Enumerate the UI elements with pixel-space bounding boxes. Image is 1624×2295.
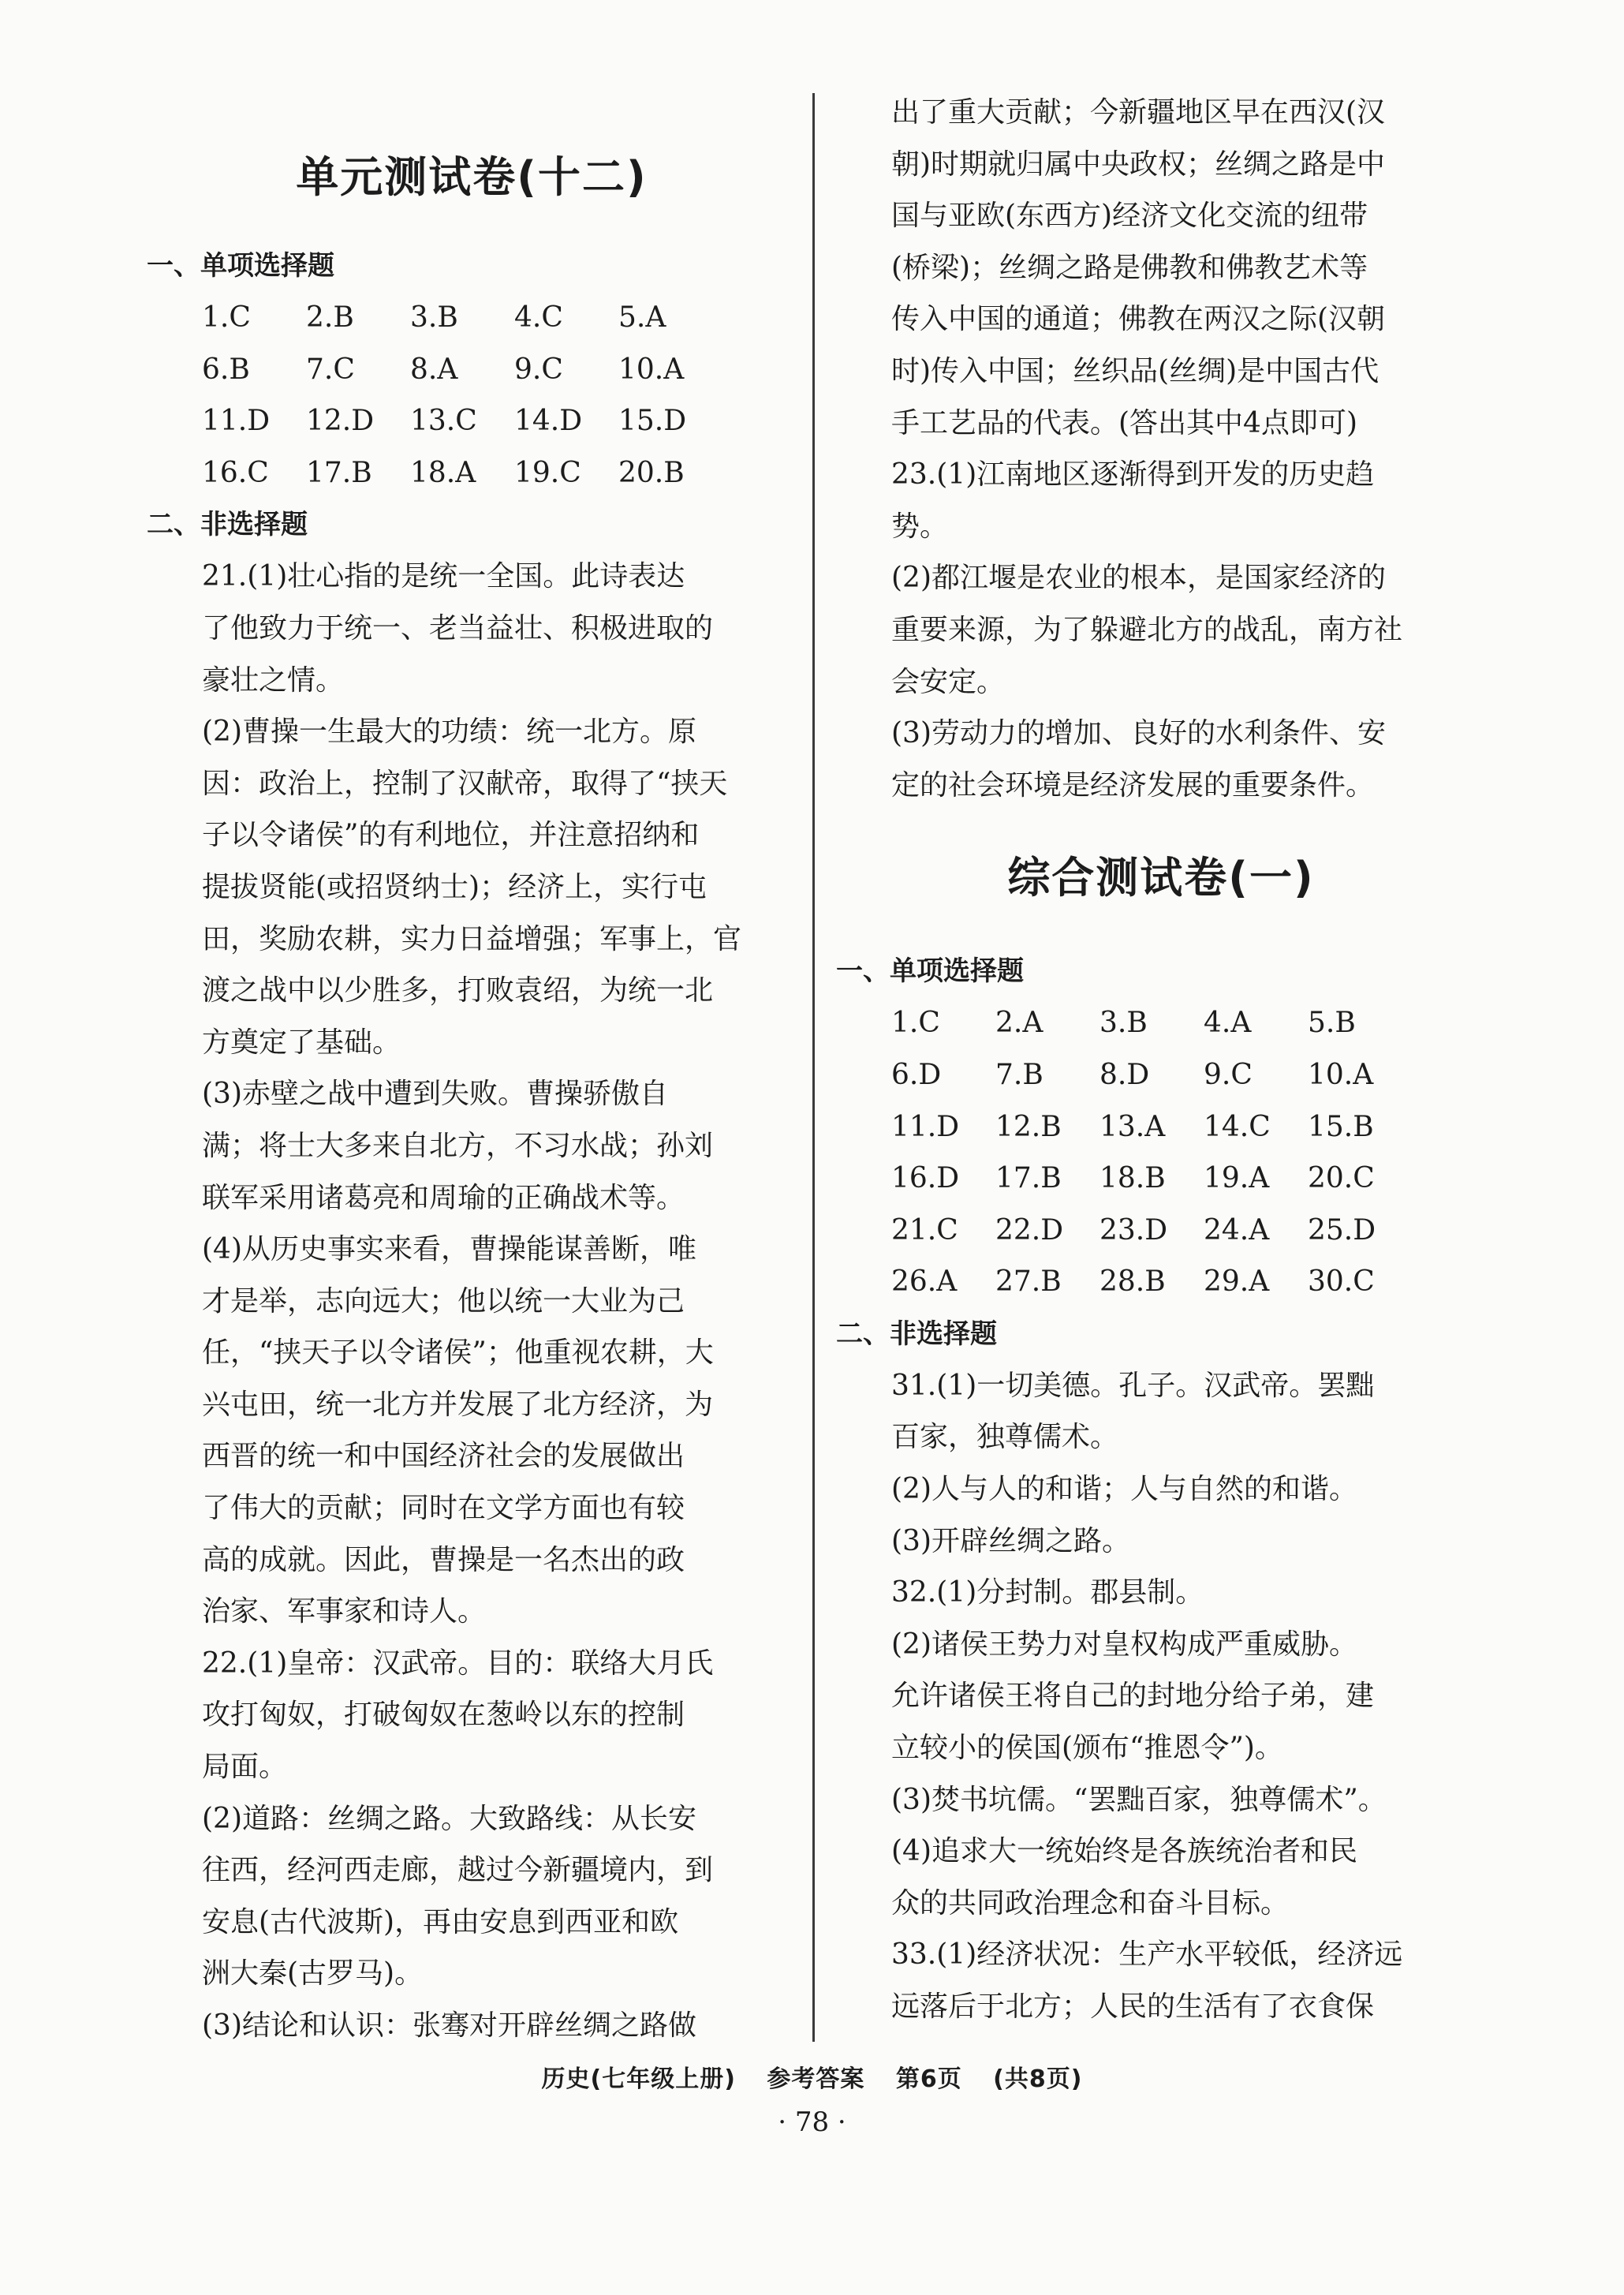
text-line: 32.(1)分封制。郡县制。 [891,1576,1204,1609]
right-column [836,87,1477,2033]
text-line: 安息(古代波斯)，再由安息到西亚和欧 [202,1905,679,1938]
answer-item: 18.B [1099,1162,1166,1195]
section-heading: 一、单项选择题 [147,250,334,282]
text-line: 手工艺品的代表。(答出其中4点即可) [891,406,1357,439]
footer-page: 第6页 [895,2065,962,2093]
text-line: 田，奖励农耕，实力日益增强；军事上，官 [202,922,742,955]
answer-grid [846,997,1477,1308]
section-heading: 一、单项选择题 [836,955,1024,988]
text-line: (桥梁)；丝绸之路是佛教和佛教艺术等 [891,251,1368,284]
answer-item: 1.C [202,301,251,334]
text-line: (3)开辟丝绸之路。 [891,1524,1130,1557]
text-line: 定的社会环境是经济发展的重要条件。 [891,768,1375,802]
text-line: 渡之战中以少胜多，打败袁绍，为统一北 [202,974,714,1007]
answer-item: 29.A [1204,1265,1270,1299]
answer-item: 15.B [1308,1110,1374,1143]
text-line: 局面。 [202,1751,288,1784]
answer-text [846,1360,1477,2033]
text-line: 远落后于北方；人民的生活有了衣食保 [891,1990,1375,2023]
answer-item: 24.A [1204,1213,1270,1247]
text-line: (2)人与人的和谐；人与自然的和谐。 [891,1473,1357,1506]
answer-item: 13.A [1099,1110,1166,1143]
text-line: (2)道路：丝绸之路。大致路线：从长安 [202,1802,696,1835]
answer-item: 16.C [202,456,269,489]
text-line: 23.(1)江南地区逐渐得到开发的历史趋 [891,458,1375,492]
answer-row [156,395,787,447]
text-line: (3)结论和认识：张骞对开辟丝绸之路做 [202,2009,696,2042]
text-line: 往西，经河西走廊，越过今新疆境内，到 [202,1854,714,1887]
section-heading: 二、非选择题 [836,1318,997,1350]
text-line: (4)从历史事实来看，曹操能谋善断，唯 [202,1233,696,1266]
answer-item: 8.D [1099,1058,1150,1091]
section-heading: 二、非选择题 [147,509,308,541]
answer-item: 4.A [1204,1007,1252,1040]
text-line: 会安定。 [891,665,1006,698]
answer-item: 23.D [1099,1213,1168,1247]
answer-item: 27.B [995,1265,1062,1299]
answer-item: 20.C [1308,1162,1375,1195]
answer-row [846,1256,1477,1308]
text-line: 西晋的统一和中国经济社会的发展做出 [202,1440,685,1473]
answer-item: 21.C [891,1213,958,1247]
answer-row [846,1101,1477,1153]
answer-item: 9.C [514,353,563,386]
answer-item: 7.C [306,353,355,386]
answer-item: 22.D [995,1213,1064,1247]
text-line: 22.(1)皇帝：汉武帝。目的：联络大月氏 [202,1646,714,1680]
answer-item: 11.D [202,405,271,438]
answer-item: 12.D [306,405,375,438]
page-footer [0,2059,1624,2094]
answer-item: 15.D [618,405,687,438]
text-line: 提拔贤能(或招贤纳士)；经济上，实行屯 [202,870,707,903]
answer-item: 10.A [618,353,685,386]
answer-item: 14.D [514,405,583,438]
text-line: 立较小的侯国(颁布“推恩令”)。 [891,1732,1283,1765]
answer-item: 19.C [514,456,581,489]
answer-row [156,292,787,344]
answer-grid [156,292,787,499]
text-line: 才是举，志向远大；他以统一大业为己 [202,1284,685,1318]
answer-item: 17.B [995,1162,1062,1195]
section-title: 综合测试卷(一) [1007,853,1315,903]
answer-item: 6.B [202,353,250,386]
text-line: 国与亚欧(东西方)经济文化交流的纽带 [891,200,1368,233]
text-line: (2)都江堰是农业的根本，是国家经济的 [891,562,1386,595]
text-line: 势。 [891,510,949,543]
answer-item: 2.B [306,301,354,334]
answer-row [156,344,787,396]
text-line: 21.(1)壮心指的是统一全国。此诗表达 [202,560,685,593]
text-line: 方奠定了基础。 [202,1026,401,1059]
answer-item: 25.D [1308,1213,1376,1247]
answer-row [846,1153,1477,1205]
footer-subject: 历史(七年级上册) [541,2065,736,2093]
answer-item: 12.B [995,1110,1062,1143]
answer-item: 28.B [1099,1265,1166,1299]
text-line: 时)传入中国；丝织品(丝绸)是中国古代 [891,354,1379,387]
text-line: (3)劳动力的增加、良好的水利条件、安 [891,717,1386,750]
answer-item: 11.D [891,1110,960,1143]
text-line: (4)追求大一统始终是各族统治者和民 [891,1835,1357,1868]
column-divider [812,93,815,2042]
text-line: 高的成就。因此，曹操是一名杰出的政 [202,1543,685,1576]
answer-item: 5.A [618,301,666,334]
answer-item: 26.A [891,1265,958,1299]
answer-item: 19.A [1204,1162,1270,1195]
text-line: (2)曹操一生最大的功绩：统一北方。原 [202,716,696,749]
answer-item: 10.A [1308,1058,1374,1091]
text-line: 因：政治上，控制了汉献帝，取得了“挟天 [202,767,728,800]
text-line: 治家、军事家和诗人。 [202,1595,487,1628]
answer-text [846,87,1477,811]
footer-label: 参考答案 [767,2065,865,2093]
text-line: 33.(1)经济状况：生产水平较低，经济远 [891,1938,1403,1972]
text-line: 允许诸侯王将自己的封地分给子弟，建 [891,1680,1375,1713]
answer-item: 8.A [410,353,458,386]
answer-item: 13.C [410,405,477,438]
answer-text [156,551,787,2051]
answer-item: 7.B [995,1058,1043,1091]
text-line: (3)焚书坑儒。“罢黜百家，独尊儒术”。 [891,1783,1387,1816]
text-line: 传入中国的通道；佛教在两汉之际(汉朝 [891,303,1386,336]
text-line: 朝)时期就归属中央政权；丝绸之路是中 [891,148,1386,181]
answer-item: 3.B [1099,1007,1148,1040]
left-column [147,87,787,2052]
answer-row [156,447,787,499]
answer-item: 16.D [891,1162,960,1195]
answer-item: 2.A [995,1007,1043,1040]
answer-item: 4.C [514,301,563,334]
text-line: (2)诸侯王势力对皇权构成严重威胁。 [891,1628,1357,1661]
text-line: 31.(1)一切美德。孔子。汉武帝。罢黜 [891,1369,1375,1402]
answer-item: 5.B [1308,1007,1356,1040]
answer-item: 6.D [891,1058,942,1091]
answer-item: 3.B [410,301,458,334]
answer-item: 18.A [410,456,476,489]
answer-item: 20.B [618,456,685,489]
text-line: 了伟大的贡献；同时在文学方面也有较 [202,1492,685,1525]
text-line: 攻打匈奴，打破匈奴在葱岭以东的控制 [202,1699,685,1732]
text-line: 兴屯田，统一北方并发展了北方经济，为 [202,1388,714,1421]
answer-row [846,1205,1477,1257]
answer-item: 14.C [1204,1110,1271,1143]
text-line: 百家，独尊儒术。 [891,1421,1119,1454]
text-line: (3)赤壁之战中遭到失败。曹操骄傲自 [202,1078,668,1111]
answer-item: 30.C [1308,1265,1375,1299]
text-line: 联军采用诸葛亮和周瑜的正确战术等。 [202,1181,685,1214]
text-line: 满；将士大多来自北方，不习水战；孙刘 [202,1129,714,1162]
text-line: 子以令诸侯”的有利地位，并注意招纳和 [202,819,700,852]
text-line: 众的共同政治理念和奋斗目标。 [891,1886,1290,1919]
text-line: 了他致力于统一、老当益壮、积极进取的 [202,611,714,645]
page-number: · 78 · [778,2106,846,2138]
text-line: 出了重大贡献；今新疆地区早在西汉(汉 [891,96,1386,129]
footer-total: (共8页) [993,2065,1083,2093]
answer-row [846,997,1477,1049]
answer-item: 9.C [1204,1058,1253,1091]
text-line: 任，“挟天子以令诸侯”；他重视农耕，大 [202,1336,714,1370]
text-line: 重要来源，为了躲避北方的战乱，南方社 [891,613,1403,646]
answer-item: 1.C [891,1007,940,1040]
text-line: 洲大秦(古罗马)。 [202,1957,424,1990]
answer-row [846,1049,1477,1101]
answer-item: 17.B [306,456,372,489]
section-title: 单元测试卷(十二) [296,152,648,202]
text-line: 豪壮之情。 [202,663,345,697]
